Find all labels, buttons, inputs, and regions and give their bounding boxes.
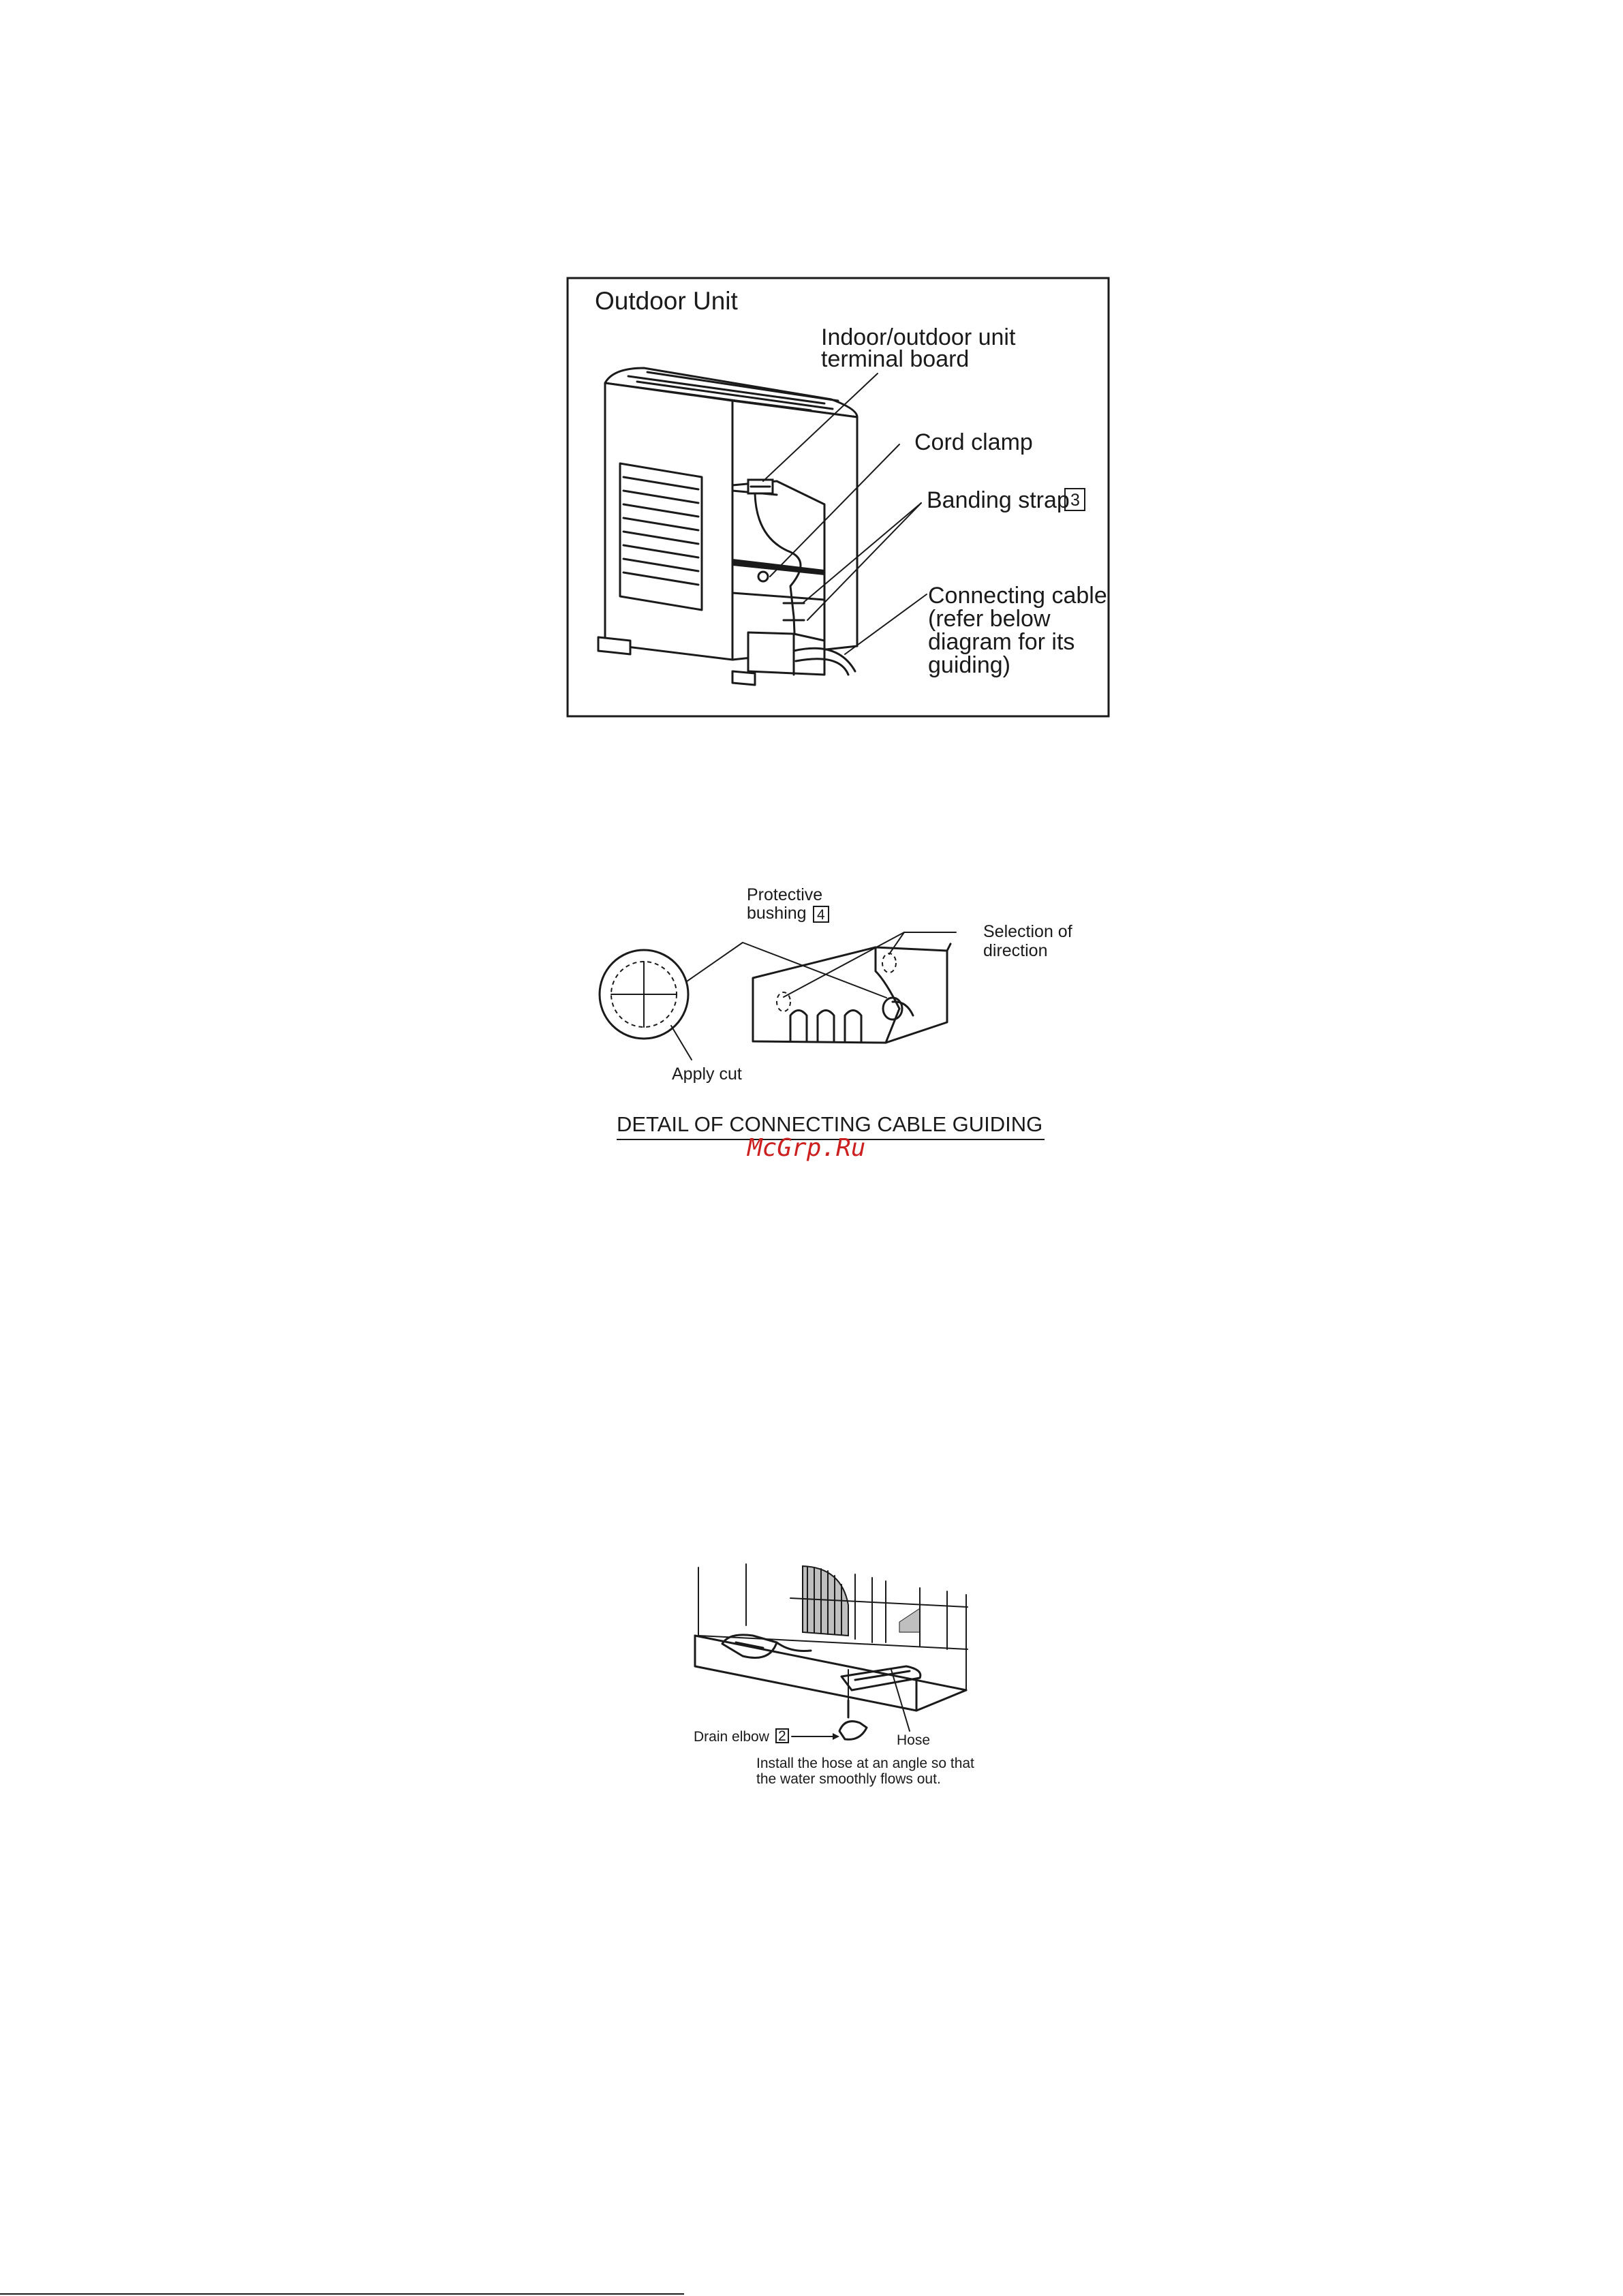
outdoor-unit-diagram [568, 278, 1109, 716]
label-drain-elbow: Drain elbow [694, 1729, 769, 1745]
label-terminal-line2: terminal board [821, 346, 970, 372]
label-apply-cut: Apply cut [672, 1065, 742, 1084]
label-selection-line1: Selection of [983, 922, 1072, 941]
label-cable-line4: guiding) [928, 652, 1010, 678]
bushing-detail [600, 950, 688, 1039]
label-banding-strap-num: 3 [1070, 491, 1080, 510]
label-cable-line2: (refer below [928, 606, 1051, 632]
label-cord-clamp: Cord clamp [914, 429, 1033, 455]
outdoor-unit-title: Outdoor Unit [595, 287, 738, 315]
cable-guiding-caption: DETAIL OF CONNECTING CABLE GUIDING [617, 1112, 1043, 1136]
label-banding-strap: Banding strap [927, 487, 1070, 513]
label-note-line2: the water smoothly flows out. [756, 1771, 941, 1787]
label-hose: Hose [897, 1732, 931, 1748]
label-bushing-num: 4 [817, 907, 825, 923]
drain-elbow-diagram [694, 1564, 974, 1787]
label-selection-line2: direction [983, 941, 1048, 960]
label-bushing-line2: bushing [747, 904, 807, 923]
base-pan-illustration [695, 1564, 968, 1739]
label-cable-line1: Connecting cable [928, 583, 1107, 609]
cable-guiding-diagram [600, 885, 1072, 1162]
cover-box [753, 944, 950, 1043]
label-bushing-line1: Protective [747, 885, 823, 904]
label-cable-line3: diagram for its [928, 629, 1075, 655]
label-note-line1: Install the hose at an angle so that [756, 1756, 974, 1771]
label-drain-elbow-num: 2 [778, 1728, 786, 1744]
watermark: McGrp.Ru [747, 1134, 866, 1162]
label-terminal-line1: Indoor/outdoor unit [821, 324, 1016, 350]
